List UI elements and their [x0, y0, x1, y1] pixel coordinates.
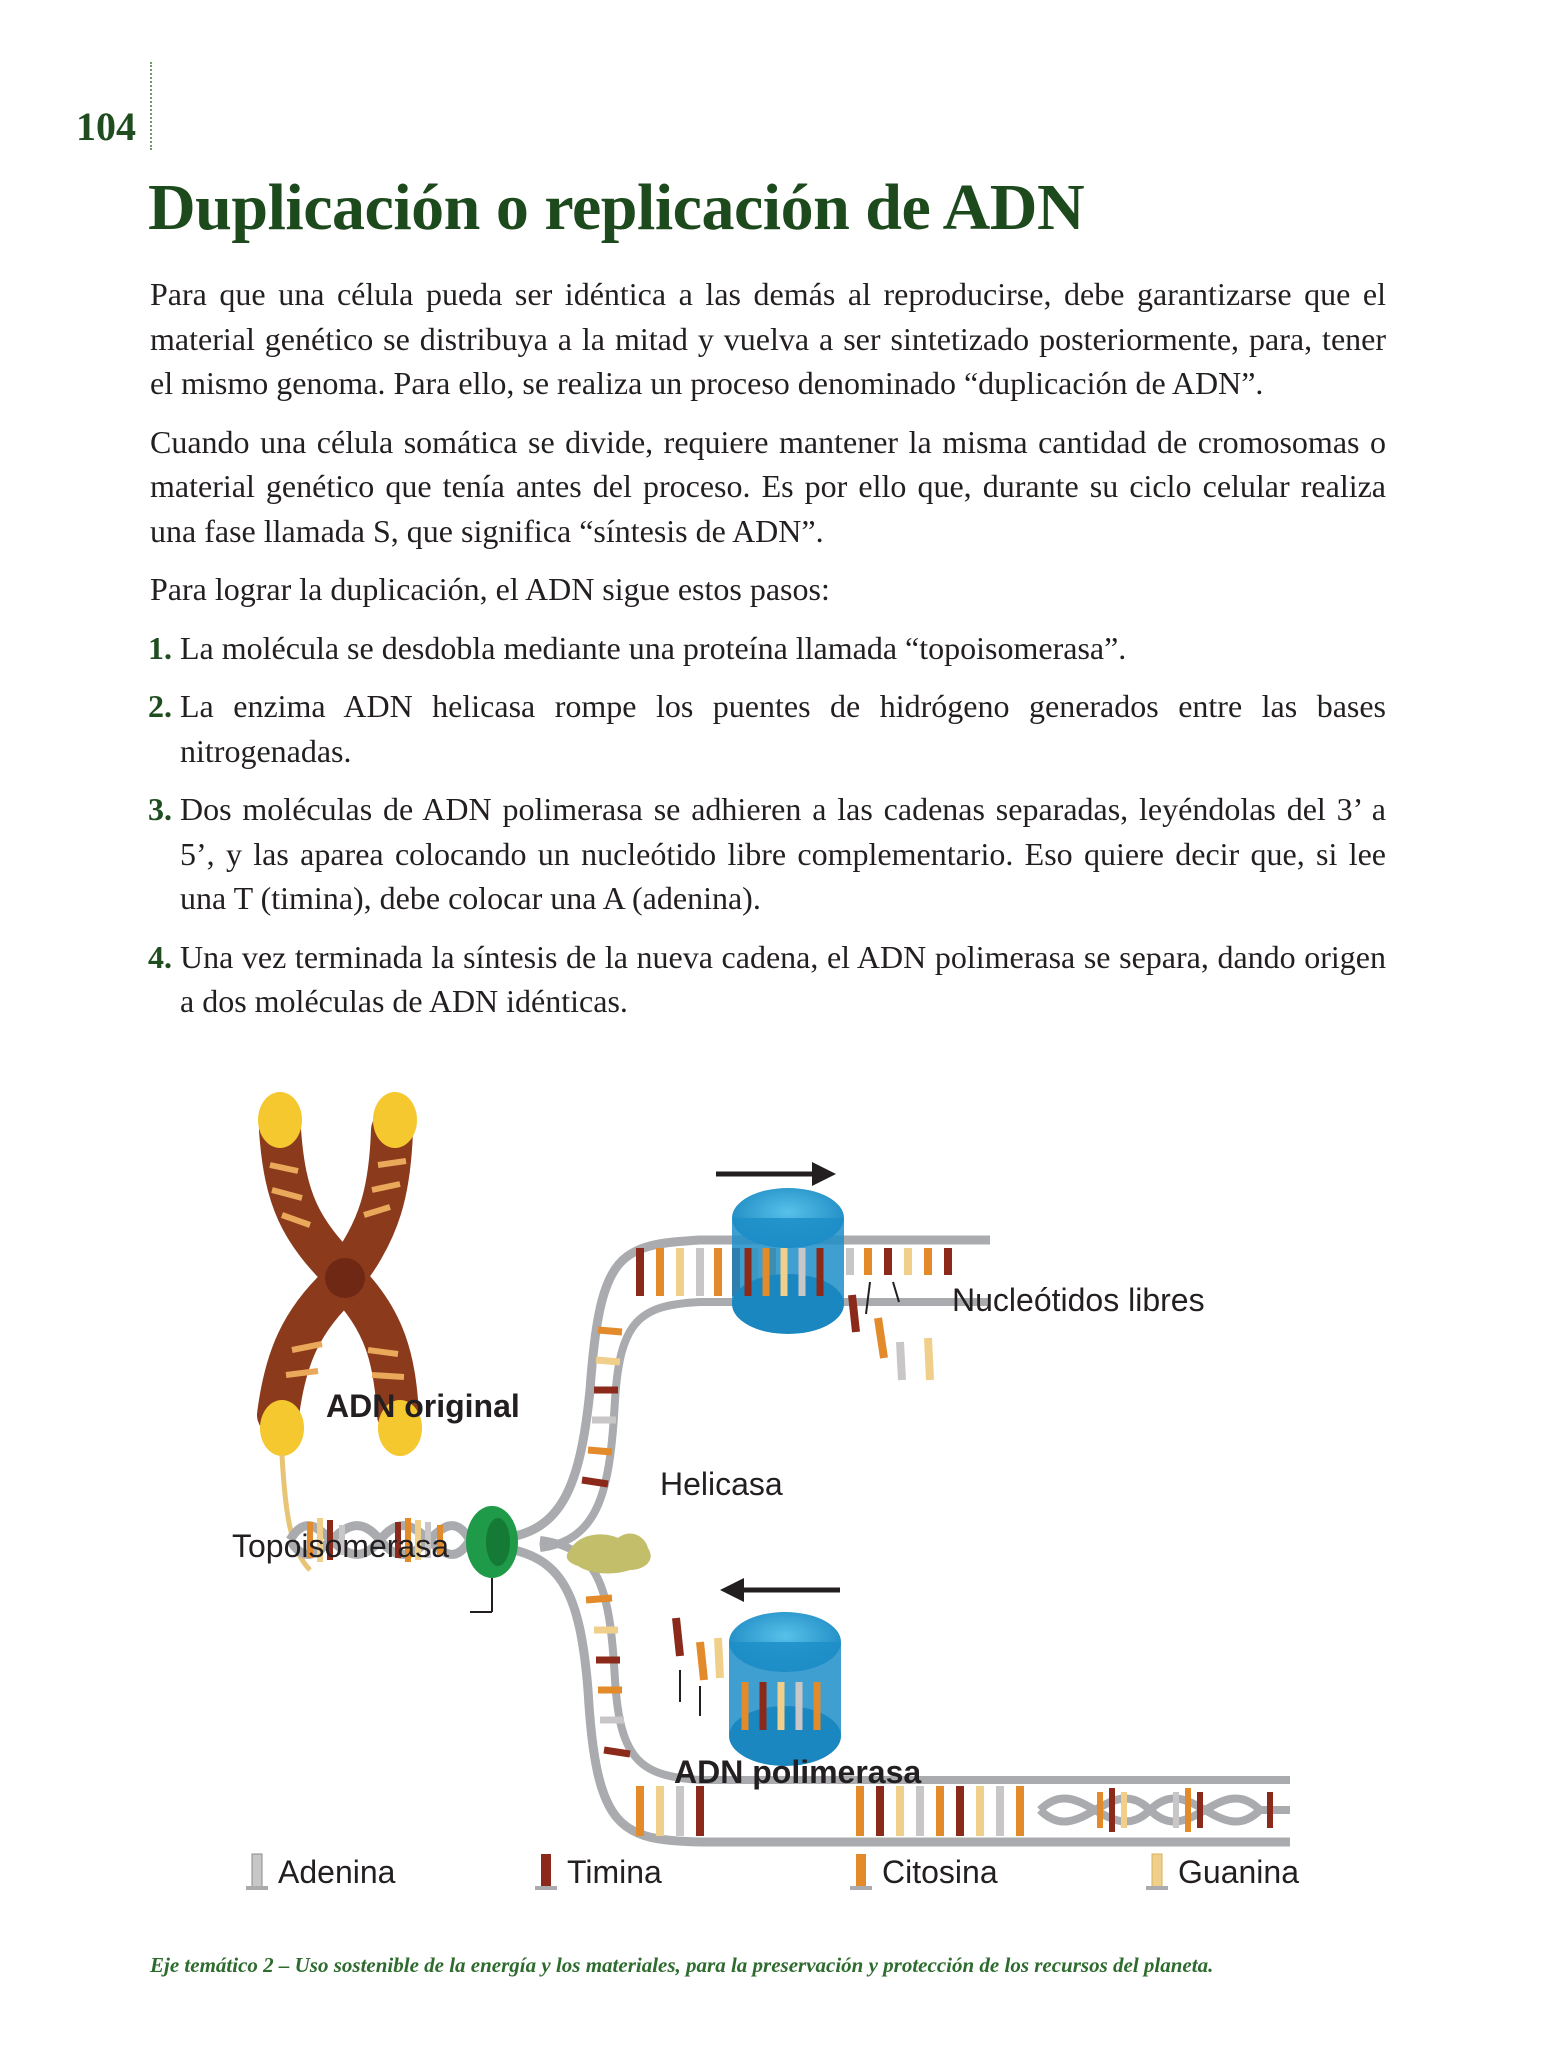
polymerase-top-icon [732, 1188, 844, 1334]
step-3 [150, 787, 1386, 921]
paragraph-3: Para lograr la duplicación, el ADN sigue estos pasos: [150, 571, 830, 607]
step-text: Una vez terminada la síntesis de la nueva cadena, el ADN polimerasa se separa, dando origen a dos moléculas de ADN idénticas. [180, 938, 1386, 1019]
base-legend [0, 1852, 1564, 1902]
legend-label: Adenina [278, 1853, 396, 1890]
step-text: La molécula se desdobla mediante una proteína llamada “topoisomerasa”. [180, 629, 1127, 666]
telomere-icon [260, 1400, 304, 1456]
direction-arrow-right-icon [716, 1162, 836, 1186]
step-number: 4. [148, 938, 172, 975]
direction-arrow-left-icon [720, 1578, 840, 1602]
legend-item-thymine [533, 1852, 662, 1892]
thymine-swatch-icon [533, 1852, 559, 1892]
telomere-icon [258, 1092, 302, 1148]
paragraph-1: Para que una célula pueda ser idéntica a las demás al reproducirse, debe garantizarse que el material genético se distribuya a la mitad y vuelva a ser sintetizado posteriormente, para, tener el mismo genoma. Para ello, se realiza un proceso denominado “duplicación de ADN”. [150, 276, 1386, 401]
legend-item-adenine [244, 1852, 395, 1892]
label-helicase: Helicasa [660, 1466, 783, 1502]
step-number: 3. [148, 791, 172, 827]
step-4 [150, 935, 1386, 1024]
dna-replication-diagram [0, 1070, 1564, 1940]
page-number: 104 [76, 104, 136, 149]
polymerase-bottom-icon [729, 1612, 841, 1766]
legend-item-guanine [1144, 1852, 1299, 1892]
telomere-icon [373, 1092, 417, 1148]
centromere-icon [325, 1258, 365, 1298]
cytosine-swatch-icon [848, 1852, 874, 1892]
label-topoisomerase: Topoisomerasa [232, 1528, 449, 1564]
legend-item-cytosine [848, 1852, 998, 1892]
step-2 [150, 684, 1386, 773]
label-original-dna: ADN original [326, 1388, 520, 1424]
paragraph-2: Cuando una célula somática se divide, requiere mantener la misma cantidad de cromosomas o material genético que tenía antes del proceso. Es por ello que, durante su ciclo celular realiza una fase llamada S, que significa “síntesis de ADN”. [150, 423, 1386, 549]
step-number: 2. [148, 688, 172, 724]
step-number: 1. [148, 629, 172, 666]
legend-label: Guanina [1178, 1853, 1299, 1890]
legend-label: Citosina [882, 1853, 998, 1890]
step-text: Dos moléculas de ADN polimerasa se adhieren a las cadenas separadas, leyéndolas del 3’ a 5’, y las aparea colocando un nucleótido libre complementario. Eso quiere decir que, si lee una T (timina), debe colocar una A (adenina). [180, 791, 1386, 916]
legend-label: Timina [567, 1853, 662, 1890]
page-title: Duplicación o replicación de ADN [148, 171, 1085, 244]
guanine-swatch-icon [1144, 1852, 1170, 1892]
free-nucleotides-bottom [676, 1618, 720, 1716]
step-1 [150, 626, 1386, 671]
label-polymerase: ADN polimerasa [674, 1754, 922, 1790]
body-text [150, 272, 1386, 1038]
adenine-swatch-icon [244, 1852, 270, 1892]
step-text: La enzima ADN helicasa rompe los puentes de hidrógeno generados entre las bases nitrogenadas. [180, 688, 1386, 769]
footer-theme: Eje temático 2 – Uso sostenible de la energía y los materiales, para la preservación y protección de los recursos del planeta. [150, 1953, 1214, 1977]
chromosome-illustration [258, 1092, 422, 1570]
helicase-icon [567, 1533, 651, 1573]
label-free-nucleotides: Nucleótidos libres [952, 1282, 1205, 1318]
page-number-divider [150, 62, 152, 150]
topoisomerase-icon [466, 1506, 518, 1612]
free-nucleotides-top [852, 1282, 930, 1380]
